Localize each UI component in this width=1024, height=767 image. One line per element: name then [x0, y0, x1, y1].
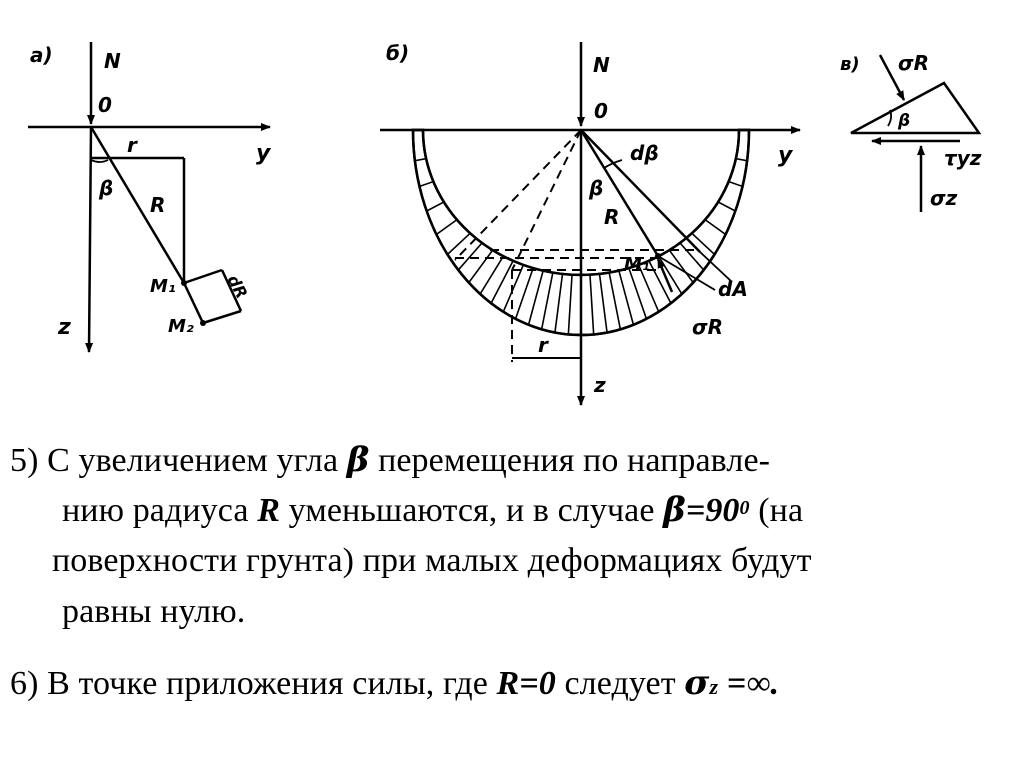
a-label-M1: M₁	[150, 276, 176, 297]
p5-line3: поверхности грунта) при малых деформациях будут	[52, 542, 812, 579]
p6-line: 6) В точке приложения силы, где R=0 следует σz =∞.	[10, 663, 780, 703]
a-label-r: r	[127, 133, 137, 157]
a-label-N: N	[104, 49, 121, 73]
panel-a	[28, 42, 270, 352]
b-label-dbeta: dβ	[630, 141, 659, 165]
b-point-M1	[655, 253, 661, 259]
b-label-N: N	[593, 53, 610, 77]
b-label-R: R	[604, 205, 620, 229]
b-label-y: y	[778, 143, 793, 168]
panel-c	[851, 55, 979, 212]
a-label-y: y	[256, 141, 271, 166]
p5-line1: 5) С увеличением угла β перемещения по направле-	[10, 440, 771, 480]
a-label-z: z	[58, 315, 71, 340]
b-label-dA: dA	[718, 277, 748, 301]
c-label-sigmaZ: σz	[930, 186, 958, 210]
p5-line2: нию радиуса R уменьшаются, и в случае $\beta=90^0$ (на	[62, 490, 804, 530]
b-label-z: z	[594, 373, 606, 397]
a-point-M2	[200, 320, 206, 326]
a-label-O: 0	[98, 93, 112, 117]
a-label-R: R	[150, 193, 166, 217]
a-point-M1	[181, 280, 187, 286]
b-label-beta: β	[589, 176, 604, 200]
c-caption: в)	[840, 54, 860, 75]
b-label-r: r	[538, 333, 548, 357]
c-label-tau: τyz	[944, 146, 982, 170]
p5-line4: равны нулю.	[62, 593, 246, 630]
b-label-sigmaR: σR	[692, 315, 723, 339]
a-label-beta: β	[99, 176, 114, 200]
c-label-sigmaR: σR	[898, 51, 929, 75]
b-caption: б)	[386, 41, 410, 65]
a-label-M2: M₂	[168, 316, 194, 337]
b-label-O: 0	[594, 99, 608, 123]
panel-b	[380, 42, 800, 405]
a-radius-R	[91, 127, 184, 283]
c-label-beta: β	[898, 111, 911, 131]
b-label-M1: M₁	[624, 254, 650, 275]
a-label-dR: dR	[223, 271, 252, 302]
a-caption: а)	[30, 43, 53, 67]
